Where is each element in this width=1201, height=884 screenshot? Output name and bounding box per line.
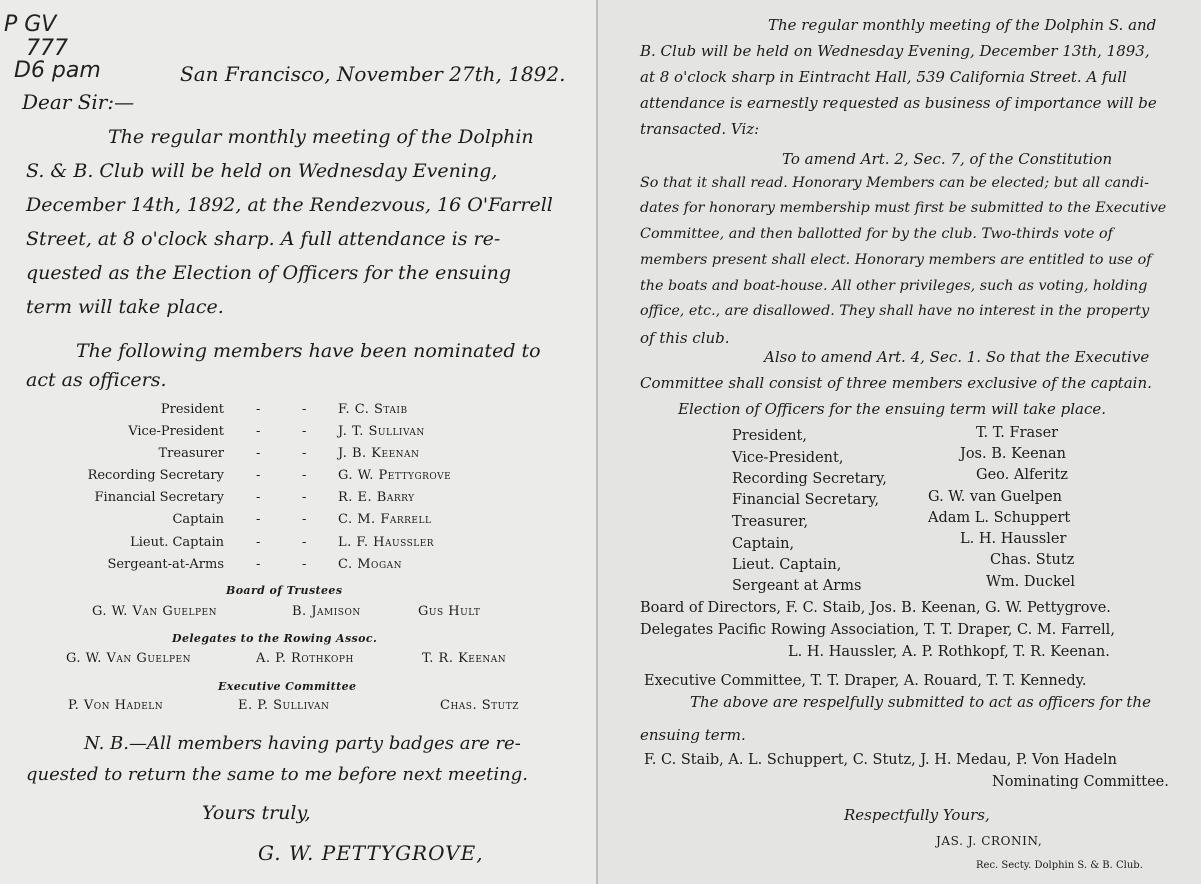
executive-heading: Executive Committee — [218, 680, 357, 693]
officer-nominee: C. Mogan — [338, 557, 403, 572]
officer-title: Captain, — [732, 536, 795, 552]
officer-elected: G. W. van Guelpen — [928, 489, 1062, 505]
delegates-line: L. H. Haussler, A. P. Rothkopf, T. R. Keenan. — [788, 644, 1110, 660]
officer-nominee: F. C. Staib — [338, 402, 408, 417]
board-of-directors: Board of Directors, F. C. Staib, Jos. B. Keenan, G. W. Pettygrove. — [640, 600, 1111, 616]
closing: Respectfully Yours, — [844, 806, 990, 824]
nb-line: quested to return the same to me before next meeting. — [26, 764, 528, 785]
officer-elected: Geo. Alferitz — [976, 467, 1068, 483]
officer-elected: L. H. Haussler — [960, 531, 1067, 547]
place-date: San Francisco, November 27th, 1892. — [180, 62, 566, 86]
officer-title: Financial Secretary, — [732, 492, 880, 508]
delegates-heading: Delegates to the Rowing Assoc. — [172, 632, 378, 645]
dash: - — [302, 402, 307, 417]
right-para1-line: at 8 o'clock sharp in Eintracht Hall, 539 California Street. A full — [640, 68, 1127, 86]
dash: - — [256, 557, 261, 572]
right-para2-line: the boats and boat-house. All other privileges, such as voting, holding — [640, 278, 1148, 294]
left-para1-line: S. & B. Club will be held on Wednesday Evening, — [26, 160, 498, 182]
left-para2-line: The following members have been nominated to — [76, 340, 541, 362]
right-para2-line: Committee, and then ballotted for by the club. Two-thirds vote of — [640, 226, 1113, 242]
handwritten-call-number-2: 777 — [26, 36, 68, 61]
officer-elected: Chas. Stutz — [990, 552, 1075, 568]
dash: - — [256, 402, 261, 417]
right-para2-line: dates for honorary membership must first be submitted to the Executive — [640, 200, 1167, 216]
dash: - — [302, 512, 307, 527]
officer-title: Sergeant-at-Arms — [107, 557, 224, 572]
left-notice-page — [0, 0, 598, 884]
left-para1-line: term will take place. — [26, 296, 224, 318]
right-para3-line: Committee shall consist of three members exclusive of the captain. — [640, 374, 1152, 392]
officer-title: Sergeant at Arms — [732, 578, 862, 594]
salutation: Dear Sir:— — [22, 90, 135, 114]
officer-title: Recording Secretary — [87, 468, 224, 483]
officer-title: Lieut. Captain, — [732, 557, 842, 573]
dash: - — [302, 446, 307, 461]
officer-elected: Adam L. Schuppert — [928, 510, 1071, 526]
left-para1-line: quested as the Election of Officers for the ensuing — [26, 262, 512, 284]
delegate-name: T. R. Keenan — [422, 651, 507, 666]
officer-nominee: R. E. Barry — [338, 490, 415, 505]
delegates-line: Delegates Pacific Rowing Association, T. T. Draper, C. M. Farrell, — [640, 622, 1115, 638]
signature: G. W. PETTYGROVE, — [258, 841, 484, 865]
right-para1-line: The regular monthly meeting of the Dolphin S. and — [768, 16, 1157, 34]
executive-member: E. P. Sullivan — [238, 698, 330, 713]
trustee-name: G. W. Van Guelpen — [92, 604, 217, 619]
left-para1-line: December 14th, 1892, at the Rendezvous, 16 O'Farrell — [26, 194, 553, 216]
officer-title: Lieut. Captain — [130, 535, 224, 550]
officer-nominee: L. F. Haussler — [338, 535, 435, 550]
officer-nominee: G. W. Pettygrove — [338, 468, 452, 483]
officer-title: President, — [732, 428, 807, 444]
right-para2-line: office, etc., are disallowed. They shall have no interest in the property — [640, 303, 1150, 319]
submitted-line: The above are respelfully submitted to act as officers for the — [690, 693, 1151, 711]
officer-elected: Jos. B. Keenan — [960, 446, 1067, 462]
officer-title: Treasurer — [158, 446, 224, 461]
right-para2-line: of this club. — [640, 329, 730, 347]
officer-elected: T. T. Fraser — [976, 425, 1059, 441]
officer-title: Vice-President, — [732, 450, 844, 466]
dash: - — [302, 424, 307, 439]
executive-committee: Executive Committee, T. T. Draper, A. Rouard, T. T. Kennedy. — [644, 673, 1087, 689]
committee-label: Nominating Committee. — [992, 774, 1169, 790]
dash: - — [302, 557, 307, 572]
trustees-heading: Board of Trustees — [226, 584, 343, 597]
right-para1-line: B. Club will be held on Wednesday Evening, December 13th, 1893, — [640, 42, 1150, 60]
dash: - — [256, 490, 261, 505]
handwritten-call-number-1: P GV — [4, 12, 57, 37]
left-para1-line: Street, at 8 o'clock sharp. A full attendance is re- — [26, 228, 501, 250]
dash: - — [256, 446, 261, 461]
dash: - — [256, 535, 261, 550]
dash: - — [302, 490, 307, 505]
nb-line: N. B.—All members having party badges are re- — [84, 733, 521, 754]
left-para2-line: act as officers. — [26, 369, 167, 391]
officer-title: Recording Secretary, — [732, 471, 887, 487]
trustee-name: B. Jamison — [292, 604, 361, 619]
executive-member: P. Von Hadeln — [68, 698, 164, 713]
signer-title: Rec. Secty. Dolphin S. & B. Club. — [976, 860, 1143, 871]
election-line: Election of Officers for the ensuing term will take place. — [678, 400, 1107, 418]
right-para1-line: attendance is earnestly requested as business of importance will be — [640, 94, 1157, 112]
closing: Yours truly, — [202, 802, 311, 824]
signer: JAS. J. CRONIN, — [936, 834, 1043, 848]
right-para2-line: To amend Art. 2, Sec. 7, of the Constitution — [782, 150, 1113, 168]
dash: - — [256, 468, 261, 483]
delegate-name: A. P. Rothkoph — [256, 651, 354, 666]
right-notice-page — [596, 0, 1201, 884]
dash: - — [256, 424, 261, 439]
submitted-line: ensuing term. — [640, 726, 746, 744]
executive-member: Chas. Stutz — [440, 698, 519, 713]
officer-nominee: C. M. Farrell — [338, 512, 432, 527]
dash: - — [256, 512, 261, 527]
right-para2-line: members present shall elect. Honorary members are entitled to use of — [640, 252, 1152, 268]
officer-nominee: J. B. Keenan — [338, 446, 420, 461]
officer-title: President — [160, 402, 224, 417]
right-para3-line: Also to amend Art. 4, Sec. 1. So that the Executive — [764, 348, 1150, 366]
officer-nominee: J. T. Sullivan — [338, 424, 425, 439]
right-para1-line: transacted. Viz: — [640, 120, 760, 138]
officer-title: Financial Secretary — [94, 490, 224, 505]
dash: - — [302, 535, 307, 550]
officer-title: Vice-President — [128, 424, 224, 439]
handwritten-call-number-3: D6 pam — [14, 58, 101, 83]
delegate-name: G. W. Van Guelpen — [66, 651, 191, 666]
officer-title: Treasurer, — [732, 514, 809, 530]
officer-elected: Wm. Duckel — [986, 574, 1075, 590]
trustee-name: Gus Hult — [418, 604, 481, 619]
committee-names: F. C. Staib, A. L. Schuppert, C. Stutz, J. H. Medau, P. Von Hadeln — [644, 752, 1117, 768]
left-para1-line: The regular monthly meeting of the Dolphin — [108, 126, 534, 148]
right-para2-line: So that it shall read. Honorary Members can be elected; but all candi- — [640, 175, 1149, 191]
dash: - — [302, 468, 307, 483]
officer-title: Captain — [172, 512, 224, 527]
